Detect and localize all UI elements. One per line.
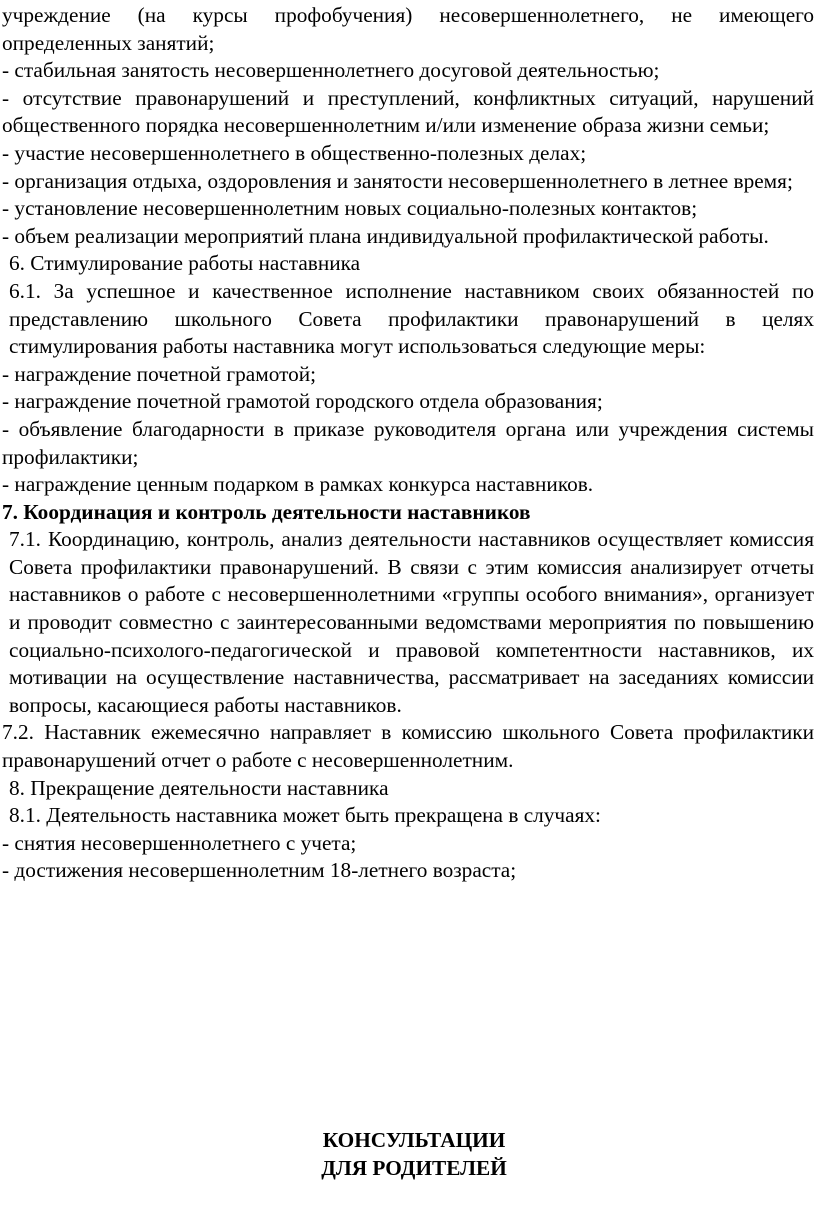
list-item: - стабильная занятость несовершеннолетнего досуговой деятельностью; [2,58,660,83]
paragraph: 7.2. Наставник ежемесячно направляет в комиссию школьного Совета профилактики правонарушений отчет о работе с несовершеннолетним. [2,720,814,773]
section-heading-6: 6. Стимулирование работы наставника [9,251,361,276]
list-item: - награждение почетной грамотой; [2,361,317,386]
list-item: - организация отдыха, оздоровления и занятости несовершеннолетнего в летнее время; [2,168,793,193]
paragraph: 8.1. Деятельность наставника может быть прекращена в случаях: [9,803,601,828]
heading-line-1: КОНСУЛЬТАЦИИ [322,1128,506,1152]
section-heading-8: 8. Прекращение деятельности наставника [9,775,389,800]
list-item: - награждение почетной грамотой городского отдела образования; [2,389,603,414]
list-item: - награждение ценным подарком в рамках конкурса наставников. [2,472,594,497]
list-item: - объем реализации мероприятий плана индивидуальной профилактической работы. [2,223,769,248]
heading-line-2: ДЛЯ РОДИТЕЛЕЙ [321,1156,507,1180]
list-item: - снятия несовершеннолетнего с учета; [2,830,357,855]
paragraph: 7.1. Координацию, контроль, анализ деятельности наставников осуществляет комиссия Совета профилактики правонарушений. В связи с этим комиссия анализирует отчеты наставников о работе с несовершеннолетними «группы особого внимания», организует и проводит совместно с заинтересованными ведомствами мероприятия по повышению социально-психолого-педагогической и правовой компетентности наставников, их мотивации на осуществление наставничества, рассматривает на заседаниях комиссии вопросы, касающиеся работы наставников. [9,527,814,717]
consultations-heading [0,1126,816,1182]
paragraph: учреждение (на курсы профобучения) несовершеннолетнего, не имеющего определенных занятий; [2,3,814,55]
list-item: - объявление благодарности в приказе руководителя органа или учреждения системы профилактики; [2,416,814,469]
paragraph: 6.1. За успешное и качественное исполнение наставником своих обязанностей по представлению школьного Совета профилактики правонарушений в целях стимулирования работы наставника могут использоваться следующие меры: [9,278,814,359]
list-item: - отсутствие правонарушений и преступлений, конфликтных ситуаций, нарушений общественного порядка несовершеннолетним и/или изменение образа жизни семьи; [2,85,814,138]
list-item: - установление несовершеннолетним новых социально-полезных контактов; [2,196,698,221]
list-item: - участие несовершеннолетнего в общественно-полезных делах; [2,140,587,165]
section-heading-7: 7. Координация и контроль деятельности наставников [2,499,531,524]
list-item: - достижения несовершеннолетним 18-летнего возраста; [2,858,517,883]
